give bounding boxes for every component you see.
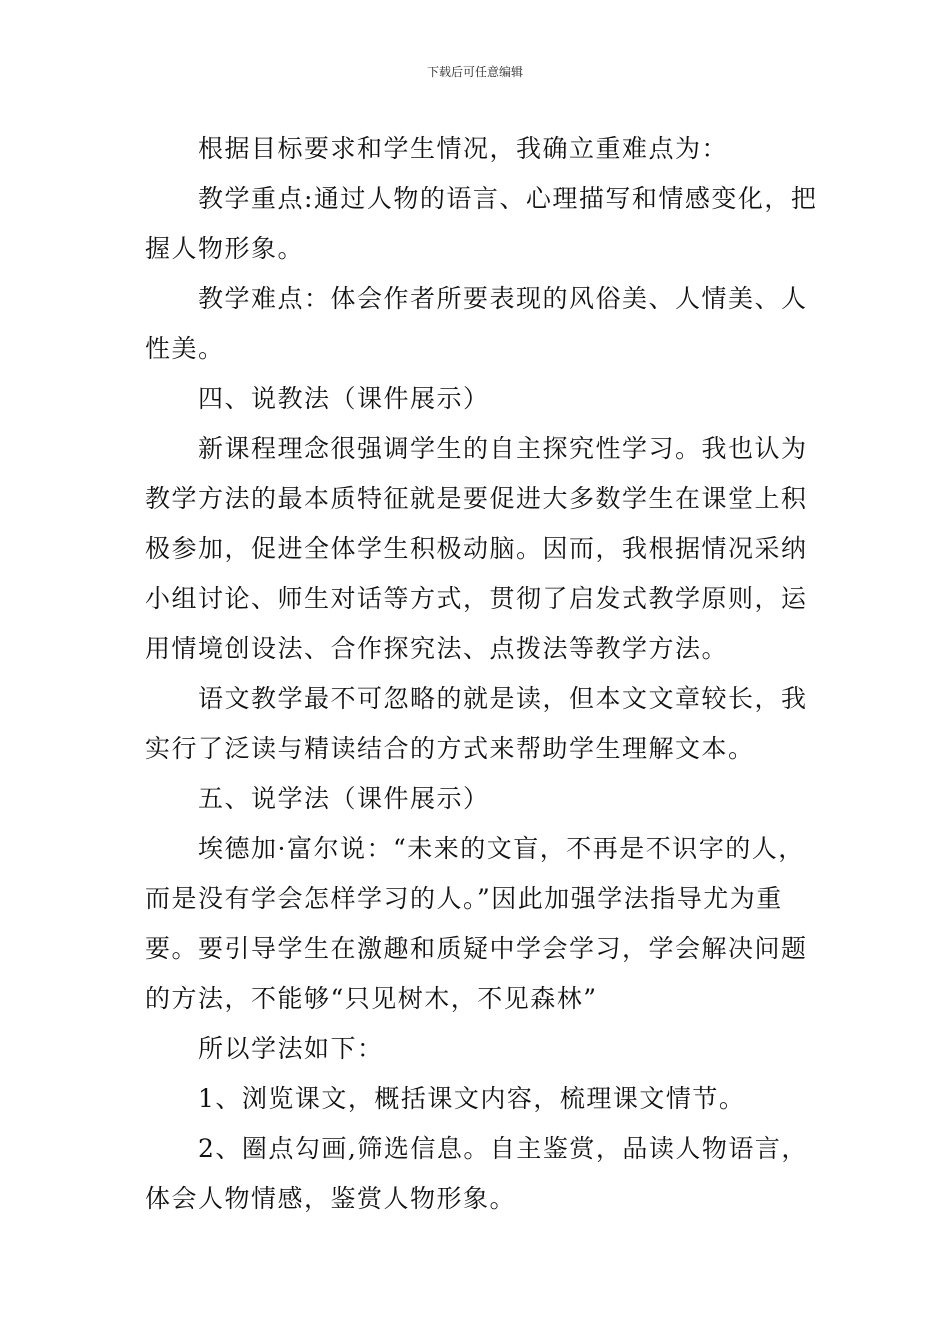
text-line: 教学重点:通过人物的语言、心理描写和情感变化，把 — [198, 184, 818, 213]
text-line: 用情境创设法、合作探究法、点拨法等教学方法。 — [145, 634, 729, 663]
text-line: 而是没有学会怎样学习的人。”因此加强学法指导尤为重 — [145, 884, 783, 913]
text-line: 所以学法如下： — [198, 1034, 384, 1063]
text-line: 埃德加·富尔说：“未来的文盲，不再是不识字的人， — [198, 834, 805, 863]
text-line: 教学方法的最本质特征就是要促进大多数学生在课堂上积 — [145, 484, 808, 513]
text-line: 的方法，不能够“只见树木，不见森林” — [145, 984, 598, 1013]
page-header: 下载后可任意编辑 — [426, 65, 523, 79]
section-heading: 五、说学法（课件展示） — [198, 784, 490, 813]
text-line: 教学难点：体会作者所要表现的风俗美、人情美、人 — [198, 284, 808, 313]
text-line: 要。要引导学生在激趣和质疑中学会学习，学会解决问题 — [145, 934, 808, 963]
list-item: 2、圈点勾画,筛选信息。自主鉴赏，品读人物语言， — [198, 1134, 808, 1163]
text-line: 语文教学最不可忽略的就是读，但本文文章较长，我 — [198, 684, 808, 713]
document-body — [145, 124, 817, 1224]
text-line: 根据目标要求和学生情况，我确立重难点为： — [198, 134, 729, 163]
text-line: 性美。 — [145, 334, 225, 363]
text-line: 小组讨论、师生对话等方式，贯彻了启发式教学原则，运 — [145, 584, 808, 613]
text-line: 新课程理念很强调学生的自主探究性学习。我也认为 — [198, 434, 808, 463]
text-line: 实行了泛读与精读结合的方式来帮助学生理解文本。 — [145, 734, 755, 763]
list-item: 1、浏览课文，概括课文内容，梳理课文情节。 — [198, 1084, 746, 1113]
section-heading: 四、说教法（课件展示） — [198, 384, 490, 413]
text-line: 极参加，促进全体学生积极动脑。因而，我根据情况采纳 — [145, 534, 808, 563]
text-line: 体会人物情感，鉴赏人物形象。 — [145, 1184, 517, 1213]
text-line: 握人物形象。 — [145, 234, 305, 263]
